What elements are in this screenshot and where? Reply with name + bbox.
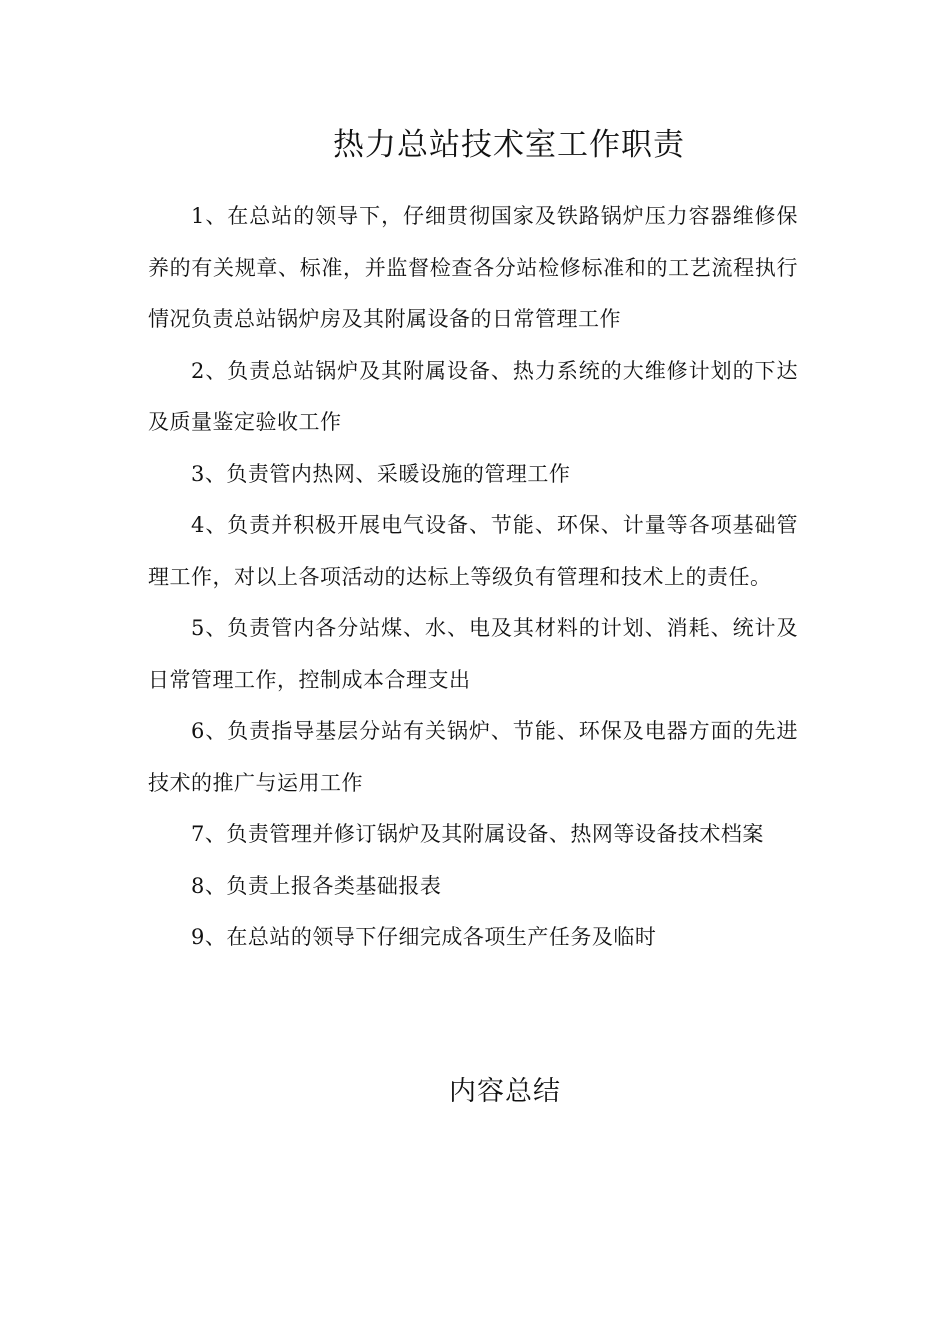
paragraph-6: 6、负责指导基层分站有关锅炉、节能、环保及电器方面的先进技术的推广与运用工作 bbox=[148, 719, 798, 795]
paragraph-2: 2、负责总站锅炉及其附属设备、热力系统的大维修计划的下达及质量鉴定验收工作 bbox=[148, 358, 798, 434]
paragraph-4: 4、负责并积极开展电气设备、节能、环保、计量等各项基础管理工作，对以上各项活动的达标上等级负有管理和技术上的责任。 bbox=[148, 513, 798, 589]
document-body bbox=[148, 191, 798, 964]
summary-heading: 内容总结 bbox=[449, 1076, 561, 1107]
paragraph-1: 1、在总站的领导下，仔细贯彻国家及铁路锅炉压力容器维修保养的有关规章、标准，并监督检查各分站检修标准和的工艺流程执行情况负责总站锅炉房及其附属设备的日常管理工作 bbox=[148, 204, 798, 331]
paragraph-9: 9、在总站的领导下仔细完成各项生产任务及临时 bbox=[191, 925, 657, 949]
paragraph-5: 5、负责管内各分站煤、水、电及其材料的计划、消耗、统计及日常管理工作，控制成本合理支出 bbox=[148, 616, 798, 692]
paragraph-7: 7、负责管理并修订锅炉及其附属设备、热网等设备技术档案 bbox=[191, 822, 764, 846]
document-title: 热力总站技术室工作职责 bbox=[333, 127, 685, 163]
paragraph-8: 8、负责上报各类基础报表 bbox=[191, 873, 442, 898]
paragraph-3: 3、负责管内热网、采暖设施的管理工作 bbox=[191, 461, 571, 486]
